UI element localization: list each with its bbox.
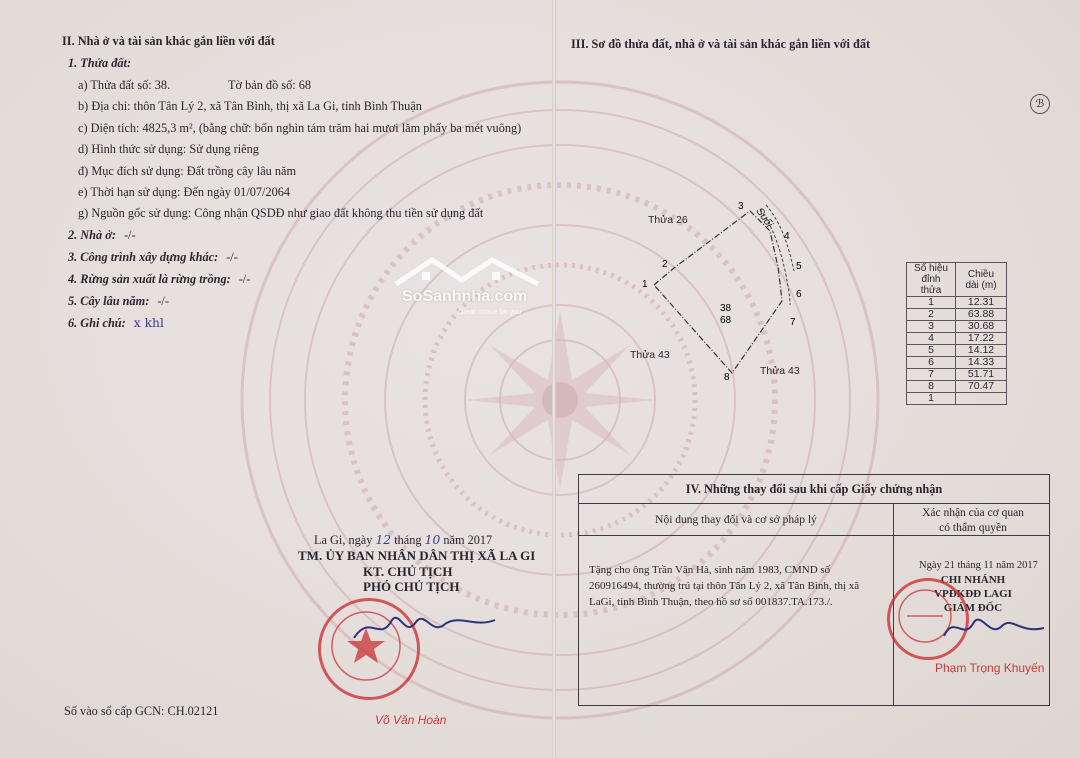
issuing-org: TM. ỦY BAN NHÂN DÂN THỊ XÃ LA GI (298, 548, 536, 563)
house-logo-icon (392, 254, 542, 290)
length-row (907, 321, 1007, 333)
gcn-entry: Số vào sổ cấp GCN: CH.02121 (64, 704, 219, 718)
vertex-5: 5 (796, 261, 802, 272)
director-label: GIÁM ĐỐC (943, 602, 1003, 614)
map-sheet-number: Tờ bản đồ số: 68 (228, 78, 312, 92)
vertex-cell: 4 (907, 333, 956, 345)
other-construction-heading: 3. Công trình xây dựng khác: -/- (68, 250, 238, 264)
length-cell: 17.22 (956, 333, 1007, 345)
length-column-header: Chiều dài (m) (956, 263, 1007, 297)
length-cell: 12.31 (956, 297, 1007, 309)
confirm-column-header-2: có thẩm quyền (939, 522, 1007, 534)
branch-label: CHI NHÁNH (940, 574, 1006, 586)
vice-chairman: PHÓ CHỦ TỊCH (363, 579, 460, 594)
corner-seal-icon: ℬ (1030, 94, 1050, 114)
length-row (907, 309, 1007, 321)
vertex-6: 6 (796, 289, 802, 300)
usage-form: d) Hình thức sử dụng: Sử dụng riêng (78, 142, 259, 156)
brand-name: SoSanhnha.com (402, 288, 528, 305)
vertex-cell: 8 (907, 381, 956, 393)
section-iv-title: IV. Những thay đổi sau khi cấp Giấy chứng nhận (685, 482, 943, 496)
page-fold (552, 0, 556, 758)
length-row (907, 357, 1007, 369)
vertex-4: 4 (784, 231, 790, 242)
parcel-sheet-label: 68 (720, 315, 732, 326)
area: c) Diện tích: 4825,3 m², (bằng chữ: bốn nghìn tám trăm hai mươi lăm phẩy ba mét vuông) (78, 121, 522, 135)
length-cell: 30.68 (956, 321, 1007, 333)
vertex-cell: 6 (907, 357, 956, 369)
length-cell (956, 393, 1007, 405)
length-cell: 14.33 (956, 357, 1007, 369)
vertex-3: 3 (738, 201, 744, 212)
vertex-7: 7 (790, 317, 796, 328)
land-parcel-heading: 1. Thửa đất: (68, 56, 132, 70)
address: b) Địa chỉ: thôn Tân Lý 2, xã Tân Bình, thị xã La Gi, tỉnh Bình Thuận (78, 99, 422, 113)
parcel-number: a) Thửa đất số: 38. (78, 78, 171, 92)
confirm-signer: Phạm Trọng Khuyến (935, 661, 1045, 675)
length-row (907, 369, 1007, 381)
length-row (907, 345, 1007, 357)
sosanhnha-watermark (392, 254, 542, 324)
length-row (907, 393, 1007, 405)
vertex-column-header: Số hiệu đỉnh thửa (907, 263, 956, 297)
edge-length-table (906, 262, 1007, 405)
vertex-cell: 3 (907, 321, 956, 333)
vertex-8: 8 (724, 372, 730, 383)
neighbor-thua-43-left: Thửa 43 (630, 349, 670, 361)
length-cell: 70.47 (956, 381, 1007, 393)
director-signature-icon (940, 608, 1050, 648)
signer-name: Võ Văn Hoàn (375, 713, 447, 727)
length-cell: 63.88 (956, 309, 1007, 321)
vertex-cell: 5 (907, 345, 956, 357)
office-label: VPĐKĐĐ LAGI (934, 588, 1012, 600)
forest-heading: 4. Rừng sản xuất là rừng trồng: -/- (68, 272, 251, 286)
change-content-line-3: LaGi, tỉnh Bình Thuận, theo hồ sơ số 001837.TA.173./. (589, 596, 833, 608)
confirm-column-header-1: Xác nhận của cơ quan (922, 507, 1024, 519)
vertex-2: 2 (662, 259, 668, 270)
content-column-header: Nội dung thay đổi và cơ sở pháp lý (655, 514, 817, 526)
length-cell: 14.12 (956, 345, 1007, 357)
neighbor-thua-26: Thửa 26 (648, 214, 688, 226)
change-content-line-1: Tặng cho ông Trần Văn Hà, sinh năm 1983, CMND số (589, 564, 831, 576)
on-behalf-chairman: KT. CHỦ TỊCH (363, 564, 453, 579)
section-iii-title: III. Sơ đồ thửa đất, nhà ở và tài sản khác gắn liền với đất (571, 37, 871, 51)
parcel-label: 38 (720, 303, 732, 314)
stream-label: Suối (753, 205, 776, 230)
issue-date: La Gi, ngày 12 tháng 10 năm 2017 (314, 533, 493, 547)
length-row (907, 333, 1007, 345)
vertex-cell: 2 (907, 309, 956, 321)
change-content-line-2: 260916494, thường trú tại thôn Tân Lý 2, xã Tân Bình, thị xã (589, 580, 860, 592)
vertex-cell: 1 (907, 393, 956, 405)
notes-heading: 6. Ghi chú: x khl (68, 316, 164, 330)
vertex-cell: 7 (907, 369, 956, 381)
signature-icon (350, 608, 500, 648)
usage-origin: g) Nguồn gốc sử dụng: Công nhận QSDĐ như giao đất không thu tiền sử dụng đất (78, 206, 484, 220)
usage-purpose: đ) Mục đích sử dụng: Đất trồng cây lâu năm (78, 164, 297, 178)
confirm-date: Ngày 21 tháng 11 năm 2017 (919, 560, 1038, 571)
length-row (907, 381, 1007, 393)
perennial-heading: 5. Cây lâu năm: -/- (68, 294, 169, 308)
vertex-1: 1 (642, 279, 648, 290)
brand-tagline: Great choice for you (458, 309, 522, 316)
vertex-cell: 1 (907, 297, 956, 309)
length-row (907, 297, 1007, 309)
section-ii-title: II. Nhà ở và tài sản khác gắn liền với đất (62, 34, 275, 48)
usage-term: e) Thời hạn sử dụng: Đến ngày 01/07/2064 (78, 185, 291, 199)
house-heading: 2. Nhà ở: -/- (68, 228, 136, 242)
length-cell: 51.71 (956, 369, 1007, 381)
changes-table (578, 474, 1050, 706)
neighbor-thua-43-right: Thửa 43 (760, 365, 800, 377)
